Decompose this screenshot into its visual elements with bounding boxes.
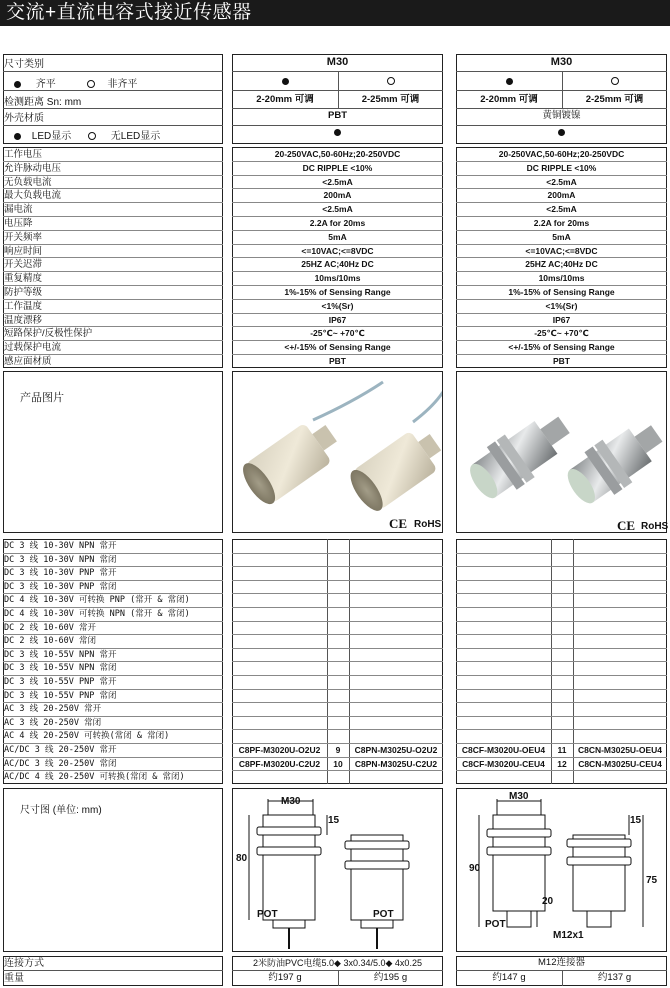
output-type-label: AC/DC 3 线 20-250V 常闭 — [4, 758, 117, 769]
dim-col2-box — [456, 788, 667, 952]
model-code: C8CF-M3020U-OEU4 — [461, 745, 546, 755]
prop-value-col2: 25HZ AC;40Hz DC — [525, 259, 598, 270]
prop-label: 开关迟滞 — [4, 259, 43, 271]
flush-dot-icon — [282, 78, 289, 85]
prop-label: 工作温度 — [4, 300, 43, 312]
model-code: C8CN-M3025U-CEU4 — [578, 758, 662, 769]
title-bar — [0, 0, 670, 26]
output-type-label: DC 3 线 10-55V NPN 常开 — [4, 649, 117, 660]
col1-size: M30 — [326, 56, 349, 68]
dim-20: 20 — [542, 896, 554, 907]
prop-label: 最大负载电流 — [4, 190, 62, 202]
dim-15: 15 — [328, 815, 340, 826]
nonflush-ring-icon — [87, 80, 95, 88]
prop-value-col2: DC RIPPLE <10% — [526, 162, 597, 173]
prop-value-col1: DC RIPPLE <10% — [302, 162, 373, 173]
m12-label: M12x1 — [553, 930, 584, 941]
led-dot-icon — [334, 129, 341, 136]
weight-2a: 约147 g — [492, 972, 526, 983]
output-type-label: AC 4 线 20-250V 可转换(常闭 & 常闭) — [4, 731, 170, 742]
rohs-mark: RoHS — [641, 521, 669, 532]
model-index: 12 — [557, 758, 567, 769]
prop-label: 允许脉动电压 — [4, 162, 62, 174]
output-type-label: AC/DC 3 线 20-250V 常开 — [4, 745, 117, 755]
dim-m30: M30 — [281, 796, 301, 807]
prop-value-col1: PBT — [329, 356, 346, 366]
weight-label: 重量 — [4, 973, 24, 984]
prop-label: 响应时间 — [4, 245, 43, 257]
size-label: 尺寸类别 — [4, 59, 44, 70]
prop-value-col1: <2.5mA — [322, 176, 353, 187]
dim-80: 80 — [236, 853, 248, 864]
prop-value-col1: <2.5mA — [322, 204, 353, 215]
model-code: C8PF-M3020U-O2U2 — [238, 745, 321, 755]
photo-label: 产品图片 — [20, 392, 64, 404]
col1-range-a: 2-20mm 可调 — [256, 94, 314, 105]
weight-1a: 约197 g — [268, 972, 302, 983]
prop-value-col2: <+/-15% of Sensing Range — [508, 342, 615, 353]
prop-label: 漏电流 — [4, 204, 33, 216]
range-label: 检测距离 Sn: mm — [4, 97, 82, 108]
prop-label: 过载保护电流 — [4, 342, 62, 354]
col2-flush-dot — [456, 76, 562, 88]
model-index: 11 — [557, 745, 567, 755]
model-code: C8PN-M3025U-O2U2 — [354, 745, 438, 755]
weight-1b: 约195 g — [373, 972, 408, 983]
output-type-label: DC 2 线 10-60V 常开 — [4, 622, 97, 633]
prop-value-col1: -25℃~ +70℃ — [310, 328, 365, 339]
prop-label: 电压降 — [4, 218, 33, 229]
output-type-label: DC 3 线 10-55V PNP 常闭 — [4, 690, 117, 701]
col1-led-dot — [232, 127, 443, 139]
model-index: 10 — [333, 758, 343, 769]
conn2-value: M12连接器 — [538, 957, 585, 968]
no-led-ring-icon — [88, 132, 96, 140]
output-type-label: DC 3 线 10-30V PNP 常开 — [4, 568, 117, 579]
prop-value-col2: 20-250VAC,50-60Hz;20-250VDC — [498, 149, 625, 159]
dimension-drawing-cable — [233, 789, 442, 951]
photo-label-box — [3, 371, 223, 533]
flush-legend: 齐平 非齐平 — [14, 78, 137, 91]
col2-range-a: 2-20mm 可调 — [480, 94, 538, 105]
photo-col1-box — [232, 371, 443, 533]
model-code: C8CF-M3020U-CEU4 — [462, 758, 545, 769]
pot-label: POT — [257, 909, 278, 920]
prop-label: 无负载电流 — [4, 176, 52, 188]
output-type-label: DC 4 线 10-30V 可转换 PNP (常开 & 常闭) — [4, 595, 190, 606]
led-dot-icon — [14, 133, 21, 140]
prop-value-col2: 1%-15% of Sensing Range — [508, 287, 615, 297]
nonflush-ring-icon — [387, 77, 395, 85]
prop-value-col2: 5mA — [552, 231, 571, 242]
prop-value-col1: <+/-15% of Sensing Range — [284, 342, 391, 353]
output-type-label: AC 3 线 20-250V 常闭 — [4, 717, 102, 728]
housing-label: 外壳材质 — [4, 113, 44, 124]
col1-range-b: 2-25mm 可调 — [361, 94, 420, 105]
col2-housing: 黄铜镀镍 — [542, 110, 581, 121]
output-type-label: DC 3 线 10-30V PNP 常闭 — [4, 581, 117, 592]
col1-housing: PBT — [328, 110, 347, 121]
output-type-label: DC 3 线 10-30V NPN 常闭 — [4, 554, 117, 565]
conn1-value: 2米防油PVC电缆5.0◆ 3x0.34/5.0◆ 4x0.25 — [253, 958, 422, 968]
prop-value-col2: 2.2A for 20ms — [533, 218, 590, 228]
prop-value-col1: 2.2A for 20ms — [309, 218, 366, 228]
conn-label: 连接方式 — [4, 958, 44, 969]
prop-value-col1: 1%-15% of Sensing Range — [284, 287, 391, 297]
prop-value-col1: IP67 — [328, 314, 347, 325]
led-legend: LED显示 无LED显示 — [14, 130, 160, 143]
dim-label: 尺寸图 (单位: mm) — [20, 805, 102, 816]
output-type-label: DC 3 线 10-55V NPN 常闭 — [4, 663, 117, 674]
prop-value-col1: 200mA — [323, 190, 352, 201]
page-title: 交流+直流电容式接近传感器 — [6, 2, 252, 23]
output-type-label: DC 3 线 10-55V PNP 常开 — [4, 677, 117, 687]
ce-mark: CE — [389, 516, 408, 531]
nonflush-ring-icon — [611, 77, 619, 85]
rohs-mark: RoHS — [414, 519, 442, 530]
dim-col1-box — [232, 788, 443, 952]
ce-mark: CE — [617, 518, 636, 533]
col1-nonflush-ring — [338, 76, 443, 88]
col2-range-b: 2-25mm 可调 — [585, 94, 644, 105]
flush-dot-icon — [14, 81, 21, 88]
col1-flush-dot — [232, 76, 338, 88]
prop-value-col2: <1%(Sr) — [545, 300, 578, 311]
prop-label: 短路保护/反极性保护 — [4, 328, 93, 340]
prop-value-col2: 10ms/10ms — [538, 273, 585, 284]
model-code: C8PN-M3025U-C2U2 — [354, 758, 438, 769]
col2-nonflush-ring — [562, 76, 667, 88]
dim-m30: M30 — [509, 791, 529, 802]
pot-label: POT — [373, 909, 394, 920]
output-type-label: DC 4 线 10-30V 可转换 NPN (常开 & 常闭) — [4, 609, 190, 619]
col2-size: M30 — [550, 56, 573, 68]
prop-label: 温度漂移 — [4, 314, 43, 326]
prop-value-col1: 5mA — [328, 231, 347, 242]
prop-value-col1: <1%(Sr) — [321, 300, 354, 311]
prop-value-col2: <=10VAC;<=8VDC — [525, 245, 598, 256]
prop-value-col1: 25HZ AC;40Hz DC — [301, 259, 374, 270]
output-type-label: DC 3 线 10-30V NPN 常开 — [4, 541, 117, 551]
prop-label: 工作电压 — [4, 149, 43, 160]
led-dot-icon — [558, 129, 565, 136]
model-index: 9 — [335, 745, 341, 755]
prop-value-col2: -25℃~ +70℃ — [534, 328, 589, 339]
pot-label: POT — [485, 919, 506, 930]
prop-value-col2: <2.5mA — [546, 204, 577, 215]
output-type-label: AC 3 线 20-250V 常开 — [4, 704, 102, 715]
prop-value-col2: PBT — [553, 356, 570, 366]
prop-value-col2: IP67 — [552, 314, 571, 325]
flush-dot-icon — [506, 78, 513, 85]
prop-value-col2: 200mA — [547, 190, 576, 201]
weight-2b: 约137 g — [597, 972, 632, 983]
output-type-label: AC/DC 4 线 20-250V 可转换(常闭 & 常闭) — [4, 772, 185, 783]
prop-value-col1: <=10VAC;<=8VDC — [301, 245, 374, 256]
dim-90: 90 — [469, 863, 481, 874]
output-type-label: DC 2 线 10-60V 常闭 — [4, 636, 97, 647]
prop-value-col1: 20-250VAC,50-60Hz;20-250VDC — [274, 149, 401, 159]
prop-label: 防护等级 — [4, 287, 43, 298]
prop-label: 开关频率 — [4, 231, 43, 243]
sensor-photo-brass — [457, 372, 669, 532]
prop-label: 重复精度 — [4, 273, 43, 285]
dim-label-box — [3, 788, 223, 952]
photo-col2-box — [456, 371, 667, 533]
prop-value-col2: <2.5mA — [546, 176, 577, 187]
col2-led-dot — [456, 127, 667, 139]
dim-75: 75 — [646, 875, 658, 886]
dim-15: 15 — [630, 815, 642, 826]
prop-label: 感应面材质 — [4, 356, 52, 367]
sensor-photo-pbt — [233, 372, 442, 532]
model-code: C8CN-M3025U-OEU4 — [577, 745, 663, 755]
model-code: C8PF-M3020U-C2U2 — [238, 758, 321, 769]
prop-value-col1: 10ms/10ms — [314, 273, 361, 284]
